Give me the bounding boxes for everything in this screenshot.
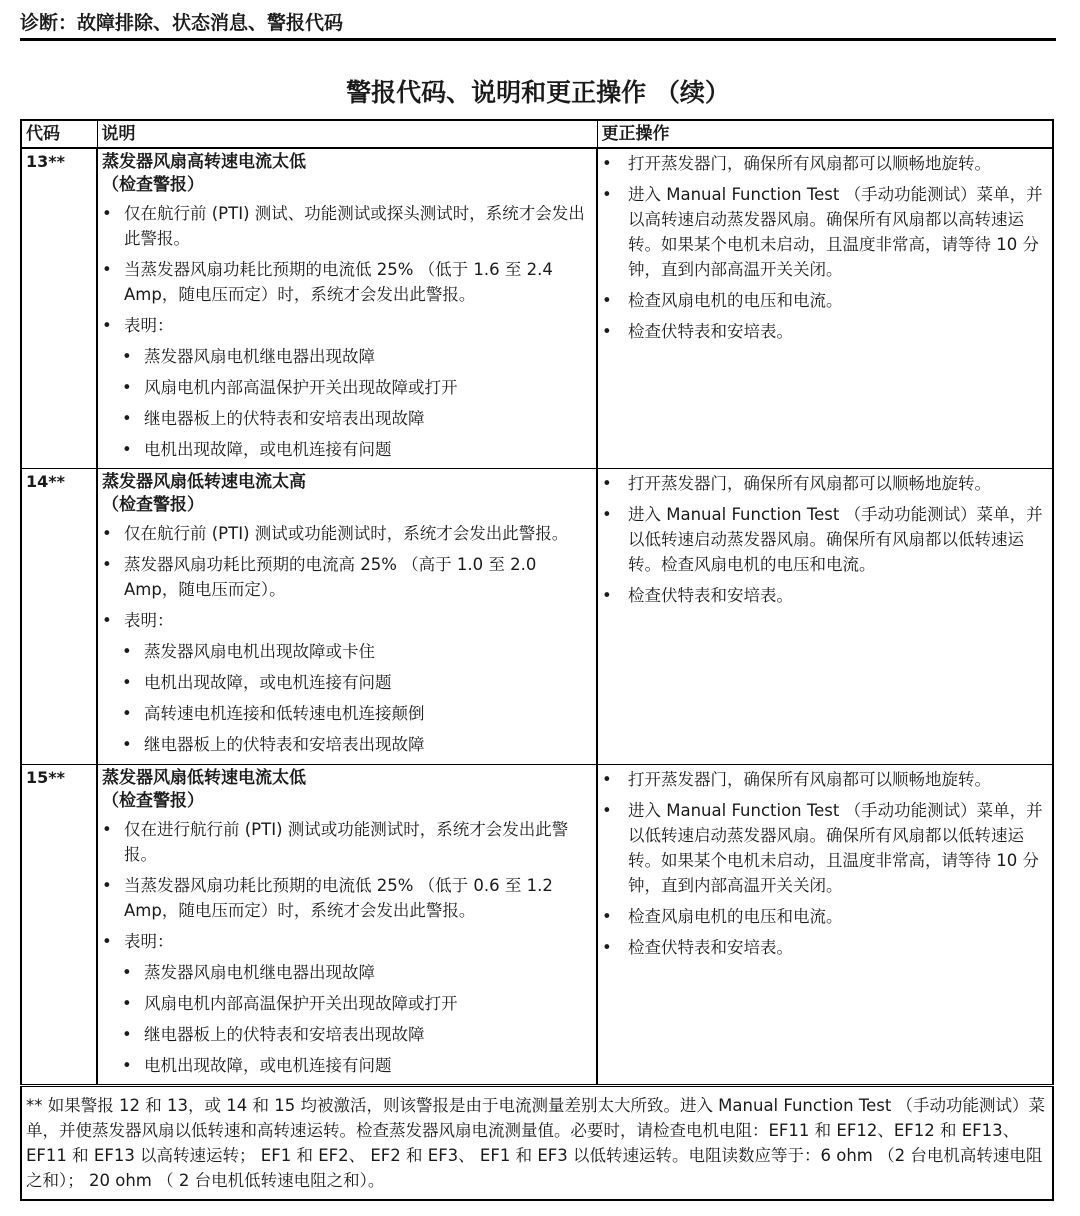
corrective-actions <box>597 765 1053 1086</box>
page-title: 警报代码、说明和更正操作 （续） <box>346 78 730 107</box>
header-rule <box>20 38 1056 41</box>
list-item: • 检查风扇电机的电压和电流。 <box>602 288 1048 313</box>
list-item: • 当蒸发器风扇功耗比预期的电流低 25% （低于 1.6 至 2.4 Amp，随电压而定）时，系统才会发出此警报。 <box>102 257 592 307</box>
alarm-title: 蒸发器风扇低转速电流太高 <box>102 472 306 492</box>
list-item: • 当蒸发器风扇功耗比预期的电流低 25% （低于 0.6 至 1.2 Amp，随电压而定）时，系统才会发出此警报。 <box>102 873 592 923</box>
section-header: 诊断：故障排除、状态消息、警报代码 <box>20 12 344 34</box>
table-row <box>21 469 1053 765</box>
list-item: • 进入 Manual Function Test （手动功能测试）菜单，并以高转速启动蒸发器风扇。确保所有风扇都以高转速运转。如果某个电机未启动，且温度非常高，请等待 10 分钟，直到内部高温开关关闭。 <box>602 182 1048 282</box>
column-header-code: 代码 <box>21 120 97 148</box>
corrective-actions <box>597 148 1053 469</box>
list-item: • 风扇电机内部高温保护开关出现故障或打开 <box>102 375 592 400</box>
list-item: • 风扇电机内部高温保护开关出现故障或打开 <box>102 991 592 1016</box>
list-item: • 进入 Manual Function Test （手动功能测试）菜单，并以低转速启动蒸发器风扇。确保所有风扇都以低转速运转。检查风扇电机的电压和电流。 <box>602 502 1048 577</box>
list-item: • 蒸发器风扇电机继电器出现故障 <box>102 344 592 369</box>
corrective-actions <box>597 469 1053 765</box>
list-item: • 进入 Manual Function Test （手动功能测试）菜单，并以低转速启动蒸发器风扇。确保所有风扇都以低转速运转。如果某个电机未启动，且温度非常高，请等待 10 分钟，直到内部高温开关关闭。 <box>602 798 1048 898</box>
table-row <box>21 765 1053 1086</box>
list-item: • 仅在航行前 (PTI) 测试、功能测试或探头测试时，系统才会发出此警报。 <box>102 201 592 251</box>
alarm-code: 13** <box>21 148 97 469</box>
table-row <box>21 148 1053 469</box>
list-item: • 电机出现故障，或电机连接有问题 <box>102 437 592 462</box>
alarm-title: 蒸发器风扇低转速电流太低 <box>102 768 306 788</box>
list-item: • 检查伏特表和安培表。 <box>602 319 1048 344</box>
column-header-description: 说明 <box>97 120 597 148</box>
alarm-description <box>97 148 597 469</box>
list-item: • 表明： <box>102 313 592 338</box>
list-item: • 蒸发器风扇功耗比预期的电流高 25% （高于 1.0 至 2.0 Amp，随电压而定）。 <box>102 552 592 602</box>
list-item: • 打开蒸发器门，确保所有风扇都可以顺畅地旋转。 <box>602 471 1048 496</box>
list-item: • 表明： <box>102 608 592 633</box>
alarm-code: 14** <box>21 469 97 765</box>
alarm-type: （检查警报） <box>102 495 204 515</box>
list-item: • 继电器板上的伏特表和安培表出现故障 <box>102 732 592 757</box>
list-item: • 检查伏特表和安培表。 <box>602 935 1048 960</box>
list-item: • 继电器板上的伏特表和安培表出现故障 <box>102 1022 592 1047</box>
alarm-type: （检查警报） <box>102 791 204 811</box>
footnote-row <box>21 1086 1053 1201</box>
list-item: • 电机出现故障，或电机连接有问题 <box>102 1053 592 1078</box>
alarm-description <box>97 469 597 765</box>
list-item: • 电机出现故障，或电机连接有问题 <box>102 670 592 695</box>
alarm-description <box>97 765 597 1086</box>
list-item: • 蒸发器风扇电机出现故障或卡住 <box>102 639 592 664</box>
list-item: • 仅在航行前 (PTI) 测试或功能测试时，系统才会发出此警报。 <box>102 521 592 546</box>
list-item: • 打开蒸发器门，确保所有风扇都可以顺畅地旋转。 <box>602 151 1048 176</box>
list-item: • 蒸发器风扇电机继电器出现故障 <box>102 960 592 985</box>
list-item: • 表明： <box>102 929 592 954</box>
list-item: • 仅在进行航行前 (PTI) 测试或功能测试时，系统才会发出此警报。 <box>102 817 592 867</box>
list-item: • 高转速电机连接和低转速电机连接颠倒 <box>102 701 592 726</box>
column-header-action: 更正操作 <box>597 120 1053 148</box>
list-item: • 打开蒸发器门，确保所有风扇都可以顺畅地旋转。 <box>602 767 1048 792</box>
list-item: • 检查伏特表和安培表。 <box>602 583 1048 608</box>
list-item: • 继电器板上的伏特表和安培表出现故障 <box>102 406 592 431</box>
alarm-code: 15** <box>21 765 97 1086</box>
footnote: ** 如果警报 12 和 13，或 14 和 15 均被激活，则该警报是由于电流测量差别太大所致。进入 Manual Function Test （手动功能测试）菜单，并使蒸发器风扇以低转速和高转速运转。检查蒸发器风扇电流测量值。必要时，请检查电机电阻：EF11 和 EF12、EF12 和 EF13、 EF11 和 EF13 以高转速运转； EF1 和 EF2、 EF2 和 EF3、 EF1 和 EF3 以低转速运转。电阻读数应等于：6 ohm （2 台电机高转速电阻之和）； 20 ohm （ 2 台电机低转速电阻之和）。 <box>21 1086 1053 1201</box>
alarm-code-table <box>20 119 1054 1201</box>
list-item: • 检查风扇电机的电压和电流。 <box>602 904 1048 929</box>
alarm-title: 蒸发器风扇高转速电流太低 <box>102 152 306 172</box>
alarm-type: （检查警报） <box>102 175 204 195</box>
table-header-row <box>21 120 1053 148</box>
